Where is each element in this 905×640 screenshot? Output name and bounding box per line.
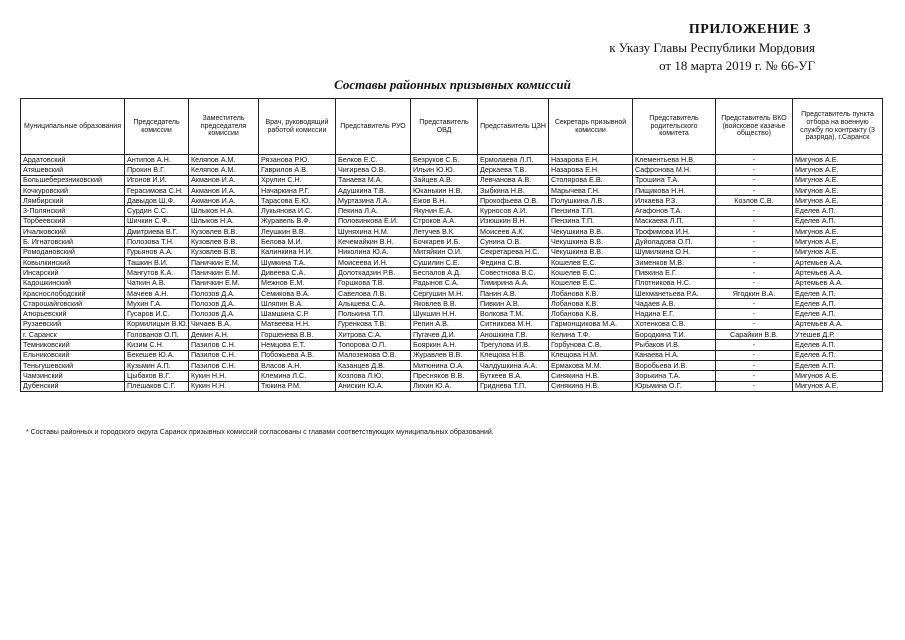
table-row <box>21 371 883 381</box>
table-cell: Сафронова М.Н. <box>633 165 716 175</box>
table-cell: Антипов А.Н. <box>125 155 189 165</box>
table-cell: Анискин Ю.А. <box>336 381 411 391</box>
table-cell: Паничкин Е.М. <box>189 257 259 267</box>
table-cell: Пищикова Н.Н. <box>633 185 716 195</box>
table-row <box>21 175 883 185</box>
column-header: Заместитель председателя комиссии <box>189 99 259 155</box>
table-cell: Курносов А.И. <box>478 206 549 216</box>
table-cell: Горбунова С.В. <box>549 340 633 350</box>
table-cell: - <box>716 319 793 329</box>
table-cell: - <box>716 340 793 350</box>
table-cell: Мигунов А.Е. <box>793 175 883 185</box>
table-cell: Плешаков С.Г. <box>125 381 189 391</box>
table-cell: Ситникова М.Н. <box>478 319 549 329</box>
table-cell: Артемьев А.А. <box>793 278 883 288</box>
table-cell: Сарайкин В.В. <box>716 330 793 340</box>
table-cell: Голованов О.П. <box>125 330 189 340</box>
table-cell: Пензина Т.П. <box>549 206 633 216</box>
table-cell: - <box>716 371 793 381</box>
table-cell: Еделев А.П. <box>793 206 883 216</box>
table-cell: Гаврилов А.В. <box>259 165 336 175</box>
table-cell: Полозов Д.А. <box>189 299 259 309</box>
table-cell: Хитрова С.А. <box>336 330 411 340</box>
table-cell: Атяшевский <box>21 165 125 175</box>
table-cell: Пекина Л.А. <box>336 206 411 216</box>
table-cell: Волкова Т.М. <box>478 309 549 319</box>
table-cell: Кизим С.Н. <box>125 340 189 350</box>
table-row <box>21 247 883 257</box>
table-cell: Дивеева С.А. <box>259 268 336 278</box>
table-cell: Совестнова В.С. <box>478 268 549 278</box>
table-cell: Кормилицын В.Ю. <box>125 319 189 329</box>
table-cell: Келяпов А.М. <box>189 165 259 175</box>
table-cell: Мангутов К.А. <box>125 268 189 278</box>
table-cell: Секретарева Н.С. <box>478 247 549 257</box>
table-cell: - <box>716 165 793 175</box>
table-cell: Зименков М.В. <box>633 257 716 267</box>
table-cell: Гусаров И.С. <box>125 309 189 319</box>
column-header: Председатель комиссии <box>125 99 189 155</box>
table-row <box>21 288 883 298</box>
document-title: Составы районных призывных комиссий <box>334 77 571 92</box>
table-cell: Кузовлев В.В. <box>189 227 259 237</box>
table-cell: - <box>716 278 793 288</box>
table-cell: Чалдушкина А.А. <box>478 360 549 370</box>
table-cell: Козлов С.В. <box>716 196 793 206</box>
table-row <box>21 185 883 195</box>
table-cell: Артемьев А.А. <box>793 268 883 278</box>
table-cell: Бочкарев И.Б. <box>411 237 478 247</box>
table-cell: Воробьева И.В. <box>633 360 716 370</box>
table-row <box>21 360 883 370</box>
table-cell: Митюнина О.А. <box>411 360 478 370</box>
table-cell: Столярова Е.В. <box>549 175 633 185</box>
table-cell: Еделев А.П. <box>793 350 883 360</box>
document-header <box>609 22 815 74</box>
table-cell: Шлыков Н.А. <box>189 206 259 216</box>
table-cell: Инсарский <box>21 268 125 278</box>
column-header: Представитель РУО <box>336 99 411 155</box>
table-cell: Гуренкова Т.В. <box>336 319 411 329</box>
table-cell: Чадаев А.В. <box>633 299 716 309</box>
table-cell: Алышева С.А. <box>336 299 411 309</box>
table-cell: Межнов Е.М. <box>259 278 336 288</box>
table-cell: Тюкина Р.М. <box>259 381 336 391</box>
table-cell: Леушкин В.В. <box>259 227 336 237</box>
table-cell: - <box>716 185 793 195</box>
table-cell: Агафонов Т.А. <box>633 206 716 216</box>
table-cell: Келина Т.Ф. <box>549 330 633 340</box>
table-cell: Сушилин С.Е. <box>411 257 478 267</box>
table-cell: Пивкина Е.Г. <box>633 268 716 278</box>
table-cell: Белков Е.С. <box>336 155 411 165</box>
table-cell: Летучев В.К. <box>411 227 478 237</box>
table-cell: Ельниковский <box>21 350 125 360</box>
table-cell: Панин А.В. <box>478 288 549 298</box>
table-cell: Радынов С.А. <box>411 278 478 288</box>
table-cell: Репин А.В. <box>411 319 478 329</box>
table-cell: Ермолаева Л.П. <box>478 155 549 165</box>
table-cell: Половинкова Е.И. <box>336 216 411 226</box>
table-row <box>21 206 883 216</box>
table-cell: Танаева М.А. <box>336 175 411 185</box>
table-cell: Начаркина Р.Г. <box>259 185 336 195</box>
table-cell: Беспалов А.Д. <box>411 268 478 278</box>
header-row <box>21 99 883 155</box>
table-cell: Еделев А.П. <box>793 360 883 370</box>
table-cell: Артемьев А.А. <box>793 257 883 267</box>
table-cell: Герасимова С.Н. <box>125 185 189 195</box>
table-row <box>21 216 883 226</box>
table-cell: Паничкин Е.М. <box>189 278 259 288</box>
table-cell: Пазилов С.Н. <box>189 340 259 350</box>
table-cell: Полушкина Л.В. <box>549 196 633 206</box>
table-cell: Еделев А.П. <box>793 340 883 350</box>
table-cell: Полозова Т.Н. <box>125 237 189 247</box>
table-cell: Чекушкина В.В. <box>549 227 633 237</box>
table-cell: Топорова О.П. <box>336 340 411 350</box>
table-cell: Кукин Н.Н. <box>189 371 259 381</box>
table-cell: Мигунов А.Е. <box>793 155 883 165</box>
table-cell: Рыбаков И.В. <box>633 340 716 350</box>
table-cell: Сурдин С.С. <box>125 206 189 216</box>
column-header: Врач, руководящий работой комиссии <box>259 99 336 155</box>
table-cell: Якунин Е.А. <box>411 206 478 216</box>
table-cell: Мачеев А.Н. <box>125 288 189 298</box>
table-cell: Цыбаков В.Г. <box>125 371 189 381</box>
table-cell: Трегулова И.В. <box>478 340 549 350</box>
table-cell: Акманов И.А. <box>189 175 259 185</box>
table-cell: - <box>716 257 793 267</box>
table-cell: Давыдов Ш.Ф. <box>125 196 189 206</box>
table-cell: Дубенский <box>21 381 125 391</box>
table-cell: Ковылкинский <box>21 257 125 267</box>
table-row <box>21 340 883 350</box>
table-cell: Лихин Ю.А. <box>411 381 478 391</box>
table-cell: Николина Ю.А. <box>336 247 411 257</box>
table-cell: Клемина Л.С. <box>259 371 336 381</box>
table-cell: Назарова Е.Н. <box>549 155 633 165</box>
table-cell: Аношкина Г.В. <box>478 330 549 340</box>
table-cell: Кузовлев В.В. <box>189 247 259 257</box>
table-cell: Еделев А.П. <box>793 309 883 319</box>
table-cell: - <box>716 206 793 216</box>
table-cell: Буткеев В.А. <box>478 371 549 381</box>
table-cell: Утешев Д.Р. <box>793 330 883 340</box>
table-cell: Пазилов С.Н. <box>189 360 259 370</box>
table-cell: Илкаева Р.З. <box>633 196 716 206</box>
table-cell: Горшенева В.В. <box>259 330 336 340</box>
table-cell: Еделев А.П. <box>793 288 883 298</box>
table-cell: Демин А.Н. <box>189 330 259 340</box>
table-cell: - <box>716 216 793 226</box>
column-header: Представитель ЦЗН <box>478 99 549 155</box>
table-cell: Кошелев Е.С. <box>549 268 633 278</box>
table-cell: Деркаева Т.В. <box>478 165 549 175</box>
table-cell: Изюшкин В.Н. <box>478 216 549 226</box>
table-cell: Савелова Л.В. <box>336 288 411 298</box>
table-cell: Моисеев А.К. <box>478 227 549 237</box>
table-cell: Журавлев В.В. <box>411 350 478 360</box>
table-cell: Клещова Н.М. <box>549 350 633 360</box>
table-cell: Мигунов А.Е. <box>793 185 883 195</box>
footnote: * Составы районных и городского округа Саранск призывных комиссий согласованы с главами соответствующих муниципальных образований. <box>26 429 494 436</box>
table-cell: Большеберезниковский <box>21 175 125 185</box>
table-cell: Мухин Г.А. <box>125 299 189 309</box>
decree-reference: к Указу Главы Республики Мордовия <box>609 40 815 55</box>
table-cell: Дуйоладова О.П. <box>633 237 716 247</box>
table-cell: Келяпов А.М. <box>189 155 259 165</box>
table-cell: Трошина Т.А. <box>633 175 716 185</box>
table-cell: Гурьянов А.А. <box>125 247 189 257</box>
table-cell: Кечемайкин В.Н. <box>336 237 411 247</box>
table-cell: Кошелев Е.С. <box>549 278 633 288</box>
table-cell: Бородкина Т.И. <box>633 330 716 340</box>
table-cell: Мигунов А.Е. <box>793 371 883 381</box>
table-cell: - <box>716 309 793 319</box>
table-cell: Прокофьева О.В. <box>478 196 549 206</box>
table-cell: Кукин Н.Н. <box>189 381 259 391</box>
table-cell: Чичаев В.А. <box>189 319 259 329</box>
table-cell: Плотникова Н.С. <box>633 278 716 288</box>
table-cell: Шамшина С.Р. <box>259 309 336 319</box>
column-header: Муниципальные образования <box>21 99 125 155</box>
table-cell: Мигунов А.Е. <box>793 381 883 391</box>
table-cell: Адушкина Т.В. <box>336 185 411 195</box>
table-cell: Козлова Л.Ю. <box>336 371 411 381</box>
table-row <box>21 319 883 329</box>
table-cell: Бекешев Ю.А. <box>125 350 189 360</box>
table-row <box>21 165 883 175</box>
table-cell: Еделев А.П. <box>793 299 883 309</box>
table-row <box>21 257 883 267</box>
table-cell: Долоткадзин Р.В. <box>336 268 411 278</box>
table-cell: Митяйкин О.И. <box>411 247 478 257</box>
column-header: Представитель ВКО (войсковое казачье общество) <box>716 99 793 155</box>
table-row <box>21 237 883 247</box>
table-cell: Чамзинский <box>21 371 125 381</box>
table-cell: Муртазина Л.А. <box>336 196 411 206</box>
table-cell: Краснослободский <box>21 288 125 298</box>
table-cell: Торбеевский <box>21 216 125 226</box>
table-cell: Семикова В.А. <box>259 288 336 298</box>
table-cell: Шехманетьева Р.А. <box>633 288 716 298</box>
table-cell: Паничкин Е.М. <box>189 268 259 278</box>
table-cell: Марычева Г.Н. <box>549 185 633 195</box>
table-cell: Лобанова К.В. <box>549 299 633 309</box>
table-cell: Шлыков Н.А. <box>189 216 259 226</box>
table-cell: Мигунов А.Е. <box>793 227 883 237</box>
table-cell: Дмитриева В.Г. <box>125 227 189 237</box>
table-cell: Федина С.В. <box>478 257 549 267</box>
table-cell: Хотенкова С.В. <box>633 319 716 329</box>
table-row <box>21 381 883 391</box>
table-cell: Лобанова К.В. <box>549 309 633 319</box>
table-cell: - <box>716 268 793 278</box>
table-row <box>21 299 883 309</box>
table-cell: Белова М.И. <box>259 237 336 247</box>
table-cell: Пресняков В.В. <box>411 371 478 381</box>
table-cell: Горшкова Т.В. <box>336 278 411 288</box>
table-cell: - <box>716 360 793 370</box>
table-cell: Мигунов А.Е. <box>793 247 883 257</box>
table-cell: Акманов И.А. <box>189 196 259 206</box>
table-cell: Чекушкина В.В. <box>549 247 633 257</box>
table-cell: Пензина Т.П. <box>549 216 633 226</box>
table-cell: Старошайговский <box>21 299 125 309</box>
table-cell: Чигирева О.В. <box>336 165 411 175</box>
table-cell: Шумкина Т.А. <box>259 257 336 267</box>
table-cell: Шукшин Н.Н. <box>411 309 478 319</box>
table-cell: Ташкин В.И. <box>125 257 189 267</box>
table-cell: Полькина Т.П. <box>336 309 411 319</box>
table-cell: Ежов В.Н. <box>411 196 478 206</box>
table-cell: Прокин В.Г. <box>125 165 189 175</box>
table-cell: Рязанова Р.Ю. <box>259 155 336 165</box>
table-cell: Мигунов А.Е. <box>793 196 883 206</box>
table-cell: Клещова Н.В. <box>478 350 549 360</box>
table-cell: Мигунов А.Е. <box>793 237 883 247</box>
table-cell: Зыбкина Н.В. <box>478 185 549 195</box>
table-cell: Канаева Н.А. <box>633 350 716 360</box>
table-cell: Тимирина А.А. <box>478 278 549 288</box>
table-cell: - <box>716 247 793 257</box>
table-cell: 3-Полянский <box>21 206 125 216</box>
table-cell: Пазилов С.Н. <box>189 350 259 360</box>
table-cell: Хрулин С.Н. <box>259 175 336 185</box>
table-cell: Синякина Н.В. <box>549 381 633 391</box>
table-cell: Трофимова И.Н. <box>633 227 716 237</box>
table-cell: Акманов И.А. <box>189 185 259 195</box>
table-cell: Шичкин С.Ф. <box>125 216 189 226</box>
table-cell: Пивкин А.В. <box>478 299 549 309</box>
table-cell: Юрьмина О.Г. <box>633 381 716 391</box>
table-cell: Чекушкина В.В. <box>549 237 633 247</box>
table-cell: - <box>716 350 793 360</box>
table-cell: Кочкуровский <box>21 185 125 195</box>
table-cell: - <box>716 237 793 247</box>
table-cell: Рузаевский <box>21 319 125 329</box>
table-cell: Назарова Е.Н. <box>549 165 633 175</box>
table-cell: Гармонщикова М.А. <box>549 319 633 329</box>
table-cell: Полозов Д.А. <box>189 288 259 298</box>
table-cell: Гриднева Т.П. <box>478 381 549 391</box>
table-cell: - <box>716 227 793 237</box>
table-cell: Ромодановский <box>21 247 125 257</box>
table-cell: Мигунов А.Е. <box>793 165 883 175</box>
table-row <box>21 196 883 206</box>
table-cell: Лукьянова И.С. <box>259 206 336 216</box>
table-cell: Яковлев В.В. <box>411 299 478 309</box>
table-cell: Б. Игнатовский <box>21 237 125 247</box>
table-cell: Кузьмин А.П. <box>125 360 189 370</box>
table-cell: Побожьева А.В. <box>259 350 336 360</box>
decree-date: от 18 марта 2019 г. № 66-УГ <box>659 58 815 73</box>
table-cell: Матвеева Н.Н. <box>259 319 336 329</box>
table-cell: Шляпин В.А. <box>259 299 336 309</box>
table-cell: Синякина Н.В. <box>549 371 633 381</box>
table-cell: Кошелев Е.С. <box>549 257 633 267</box>
table-cell: Бояркин А.Н. <box>411 340 478 350</box>
table-cell: Казанцев Д.В. <box>336 360 411 370</box>
table-cell: - <box>716 299 793 309</box>
table-cell: Ичалковский <box>21 227 125 237</box>
table-cell: Чаткин А.В. <box>125 278 189 288</box>
table-cell: Игонов И.И. <box>125 175 189 185</box>
table-cell: Зорькина Т.А. <box>633 371 716 381</box>
table-cell: - <box>716 381 793 391</box>
commissions-table <box>20 98 883 392</box>
table-cell: Малоземова О.В. <box>336 350 411 360</box>
table-cell: Власов А.Н. <box>259 360 336 370</box>
table-cell: г. Саранск <box>21 330 125 340</box>
table-cell: Кузовлев В.В. <box>189 237 259 247</box>
table-cell: Надина Е.Г. <box>633 309 716 319</box>
table-cell: Шумилкина О.Н. <box>633 247 716 257</box>
column-header: Представитель пункта отбора на военную службу по контракту (3 разряда), г.Саранск <box>793 99 883 155</box>
table-cell: Клементьева Н.В. <box>633 155 716 165</box>
table-cell: Ардатовский <box>21 155 125 165</box>
table-cell: Строков А.А. <box>411 216 478 226</box>
table-row <box>21 155 883 165</box>
table-cell: Юканькин Н.В. <box>411 185 478 195</box>
table-cell: Полозов Д.А. <box>189 309 259 319</box>
table-cell: Лобанова К.В. <box>549 288 633 298</box>
table-cell: Ильин Ю.Ю. <box>411 165 478 175</box>
column-header: Секретарь призывной комиссии <box>549 99 633 155</box>
table-cell: Калинкина Н.И. <box>259 247 336 257</box>
table-cell: Сунина О.В. <box>478 237 549 247</box>
table-cell: - <box>716 175 793 185</box>
table-cell: Тарасова Е.Ю. <box>259 196 336 206</box>
table-cell: Лямбирский <box>21 196 125 206</box>
table-row <box>21 227 883 237</box>
table-cell: Ягодкин В.А. <box>716 288 793 298</box>
table-cell: Пугачев Д.И. <box>411 330 478 340</box>
table-cell: Кадошкинский <box>21 278 125 288</box>
table-cell: Атюрьевский <box>21 309 125 319</box>
table-cell: Немцова Е.Т. <box>259 340 336 350</box>
table-cell: Еделев А.П. <box>793 216 883 226</box>
table-cell: Ермакова М.М. <box>549 360 633 370</box>
appendix-label: ПРИЛОЖЕНИЕ 3 <box>688 22 811 37</box>
table-cell: Моисеева И.Н. <box>336 257 411 267</box>
table-cell: Журавель В.Ф. <box>259 216 336 226</box>
table-cell: Шуняхина Н.М. <box>336 227 411 237</box>
table-cell: Левчанова А.В. <box>478 175 549 185</box>
table-row <box>21 309 883 319</box>
table-cell: Темниковский <box>21 340 125 350</box>
table-row <box>21 268 883 278</box>
table-cell: Сергушин М.Н. <box>411 288 478 298</box>
column-header: Представитель родительского комитета <box>633 99 716 155</box>
table-cell: Зайцев А.В. <box>411 175 478 185</box>
table-cell: Безруков С.Б. <box>411 155 478 165</box>
table-cell: Маскаева Л.П. <box>633 216 716 226</box>
table-row <box>21 330 883 340</box>
table-row <box>21 350 883 360</box>
column-header: Представитель ОВД <box>411 99 478 155</box>
table-cell: - <box>716 155 793 165</box>
table-row <box>21 278 883 288</box>
table-cell: Артемьев А.А. <box>793 319 883 329</box>
table-cell: Теньгушевский <box>21 360 125 370</box>
